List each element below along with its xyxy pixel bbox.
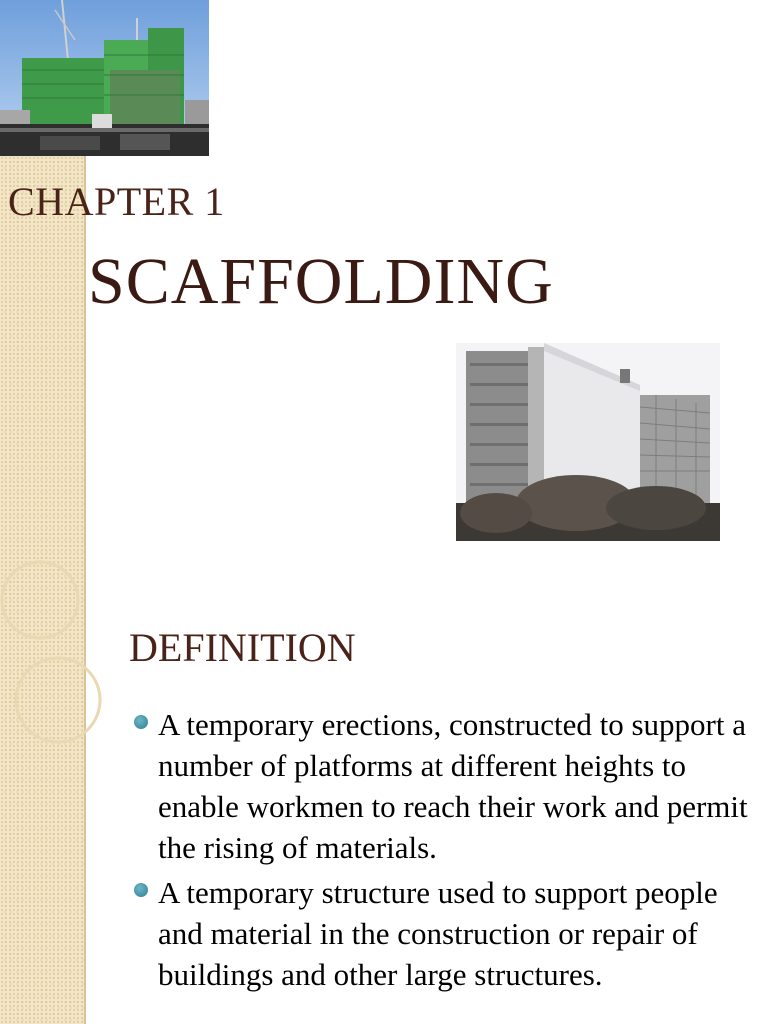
bullet-icon	[134, 883, 148, 897]
definition-list	[158, 704, 758, 999]
scaffolding-photo-top	[0, 0, 209, 156]
chapter-label: CHAPTER 1	[8, 179, 225, 224]
list-item-text: A temporary structure used to support people and material in the construction or repair of buildings and other large structures.	[158, 875, 718, 992]
decorative-circles	[0, 560, 120, 780]
list-item-text: A temporary erections, constructed to support a number of platforms at different heights to enable workmen to reach their work and permit the rising of materials.	[158, 707, 748, 865]
section-heading: DEFINITION	[129, 625, 356, 670]
bullet-icon	[134, 715, 148, 729]
list-item	[158, 872, 758, 995]
list-item	[158, 704, 758, 868]
slide-title: SCAFFOLDING	[88, 245, 554, 318]
scaffolding-photo-right	[456, 343, 720, 541]
